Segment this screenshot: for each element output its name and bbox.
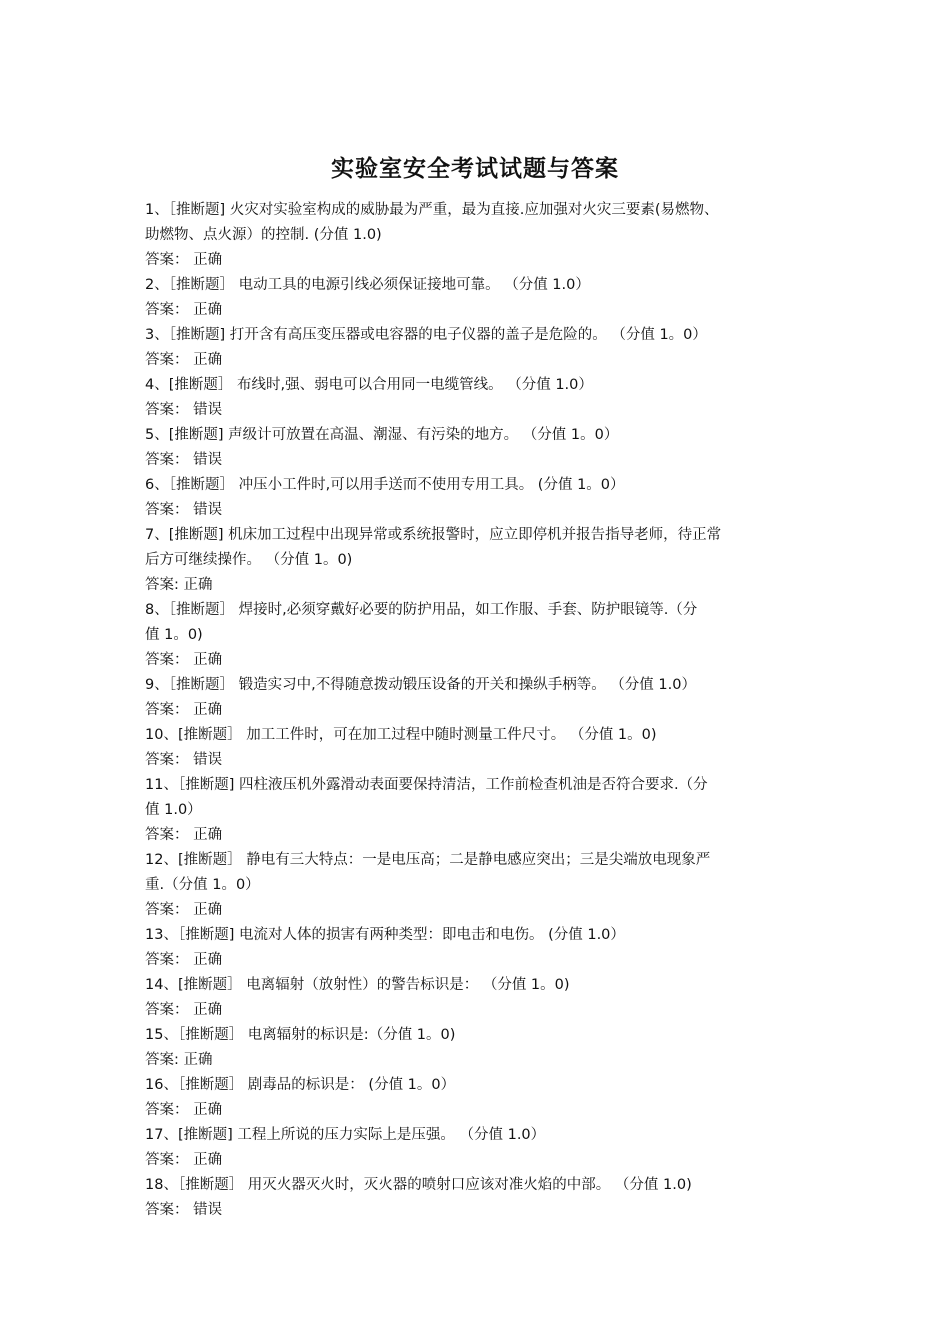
answer-line: 答案： 正确 [145,1002,223,1018]
question-item [145,1173,817,1223]
question-line: 9、［推断题］ 锻造实习中,不得随意拨动锻压设备的开关和操纵手柄等。 （分值 1.0） [145,677,696,693]
question-item [145,723,817,773]
answer-line: 答案： 正确 [145,952,223,968]
question-text [145,1073,817,1098]
question-line: 13、［推断题] 电流对人体的损害有两种类型：即电击和电伤。 (分值 1.0） [145,927,625,943]
question-text [145,848,817,898]
question-text [145,923,817,948]
question-line: 6、［推断题］ 冲压小工件时,可以用手送而不使用专用工具。 (分值 1。0） [145,477,625,493]
question-line: 17、[推断题] 工程上所说的压力实际上是压强。 （分值 1.0） [145,1127,546,1143]
question-line: 3、［推断题] 打开含有高压变压器或电容器的电子仪器的盖子是危险的。 （分值 1。0） [145,327,707,343]
question-line: 助燃物、点火源）的控制. (分值 1.0) [145,227,382,243]
question-line: 值 1.0） [145,802,202,818]
question-item [145,1123,817,1173]
question-line: 7、[推断题] 机床加工过程中出现异常或系统报警时，应立即停机并报告指导老师，待正常 [145,527,722,543]
document-title: 实验室安全考试试题与答案 [331,155,619,182]
answer-line: 答案： 正确 [145,302,223,318]
question-text [145,423,817,448]
question-item [145,923,817,973]
question-line: 后方可继续操作。 （分值 1。0) [145,552,353,568]
question-line: 2、［推断题］ 电动工具的电源引线必须保证接地可靠。 （分值 1.0） [145,277,590,293]
answer-line: 答案: 正确 [145,577,213,593]
question-text [145,198,817,248]
question-text [145,523,817,573]
question-text [145,773,817,823]
question-text [145,1123,817,1148]
question-text [145,1173,817,1198]
answer-line: 答案： 错误 [145,502,223,518]
answer-line: 答案： 错误 [145,1202,223,1218]
question-line: 11、［推断题] 四柱液压机外露滑动表面要保持清洁，工作前检查机油是否符合要求.（分 [145,777,708,793]
question-line: 1、［推断题] 火灾对实验室构成的威胁最为严重，最为直接.应加强对火灾三要素(易燃物、 [145,202,719,218]
answer-line: 答案： 错误 [145,752,223,768]
question-text [145,673,817,698]
question-item [145,473,817,523]
answer-line: 答案： 正确 [145,702,223,718]
answer-line: 答案： 正确 [145,252,223,268]
answer-line: 答案： 正确 [145,652,223,668]
answer-line: 答案： 正确 [145,1152,223,1168]
question-item [145,773,817,848]
question-item [145,1023,817,1073]
question-item [145,273,817,323]
question-line: 重.（分值 1。0） [145,877,260,893]
answer-line: 答案： 正确 [145,902,223,918]
question-item [145,973,817,1023]
question-item [145,323,817,373]
question-text [145,1023,817,1048]
question-text [145,473,817,498]
question-line: 15、［推断题］ 电离辐射的标识是:（分值 1。0) [145,1027,456,1043]
question-text [145,373,817,398]
question-text [145,273,817,298]
question-item [145,1073,817,1123]
question-line: 12、[推断题］ 静电有三大特点：一是电压高；二是静电感应突出；三是尖端放电现象严 [145,852,711,868]
question-item [145,373,817,423]
question-line: 10、[推断题］ 加工工件时，可在加工过程中随时测量工件尺寸。 （分值 1。0) [145,727,657,743]
question-text [145,598,817,648]
question-item [145,523,817,598]
answer-line: 答案: 正确 [145,1052,213,1068]
question-line: 5、[推断题] 声级计可放置在高温、潮湿、有污染的地方。 （分值 1。0） [145,427,619,443]
question-item [145,598,817,673]
question-line: 值 1。0) [145,627,203,643]
question-list [145,198,817,1223]
question-item [145,673,817,723]
question-line: 18、［推断题］ 用灭火器灭火时，灭火器的喷射口应该对准火焰的中部。 （分值 1.0) [145,1177,692,1193]
question-line: 16、［推断题］ 剧毒品的标识是： (分值 1。0） [145,1077,456,1093]
question-item [145,198,817,273]
answer-line: 答案： 错误 [145,452,223,468]
question-text [145,723,817,748]
question-item [145,848,817,923]
answer-line: 答案： 正确 [145,827,223,843]
answer-line: 答案： 正确 [145,352,223,368]
answer-line: 答案： 正确 [145,1102,223,1118]
question-text [145,323,817,348]
question-line: 8、［推断题］ 焊接时,必须穿戴好必要的防护用品，如工作服、手套、防护眼镜等.（分 [145,602,698,618]
question-item [145,423,817,473]
answer-line: 答案： 错误 [145,402,223,418]
question-line: 4、[推断题］ 布线时,强、弱电可以合用同一电缆管线。 （分值 1.0） [145,377,593,393]
question-line: 14、[推断题］ 电离辐射（放射性）的警告标识是： （分值 1。0) [145,977,570,993]
question-text [145,973,817,998]
